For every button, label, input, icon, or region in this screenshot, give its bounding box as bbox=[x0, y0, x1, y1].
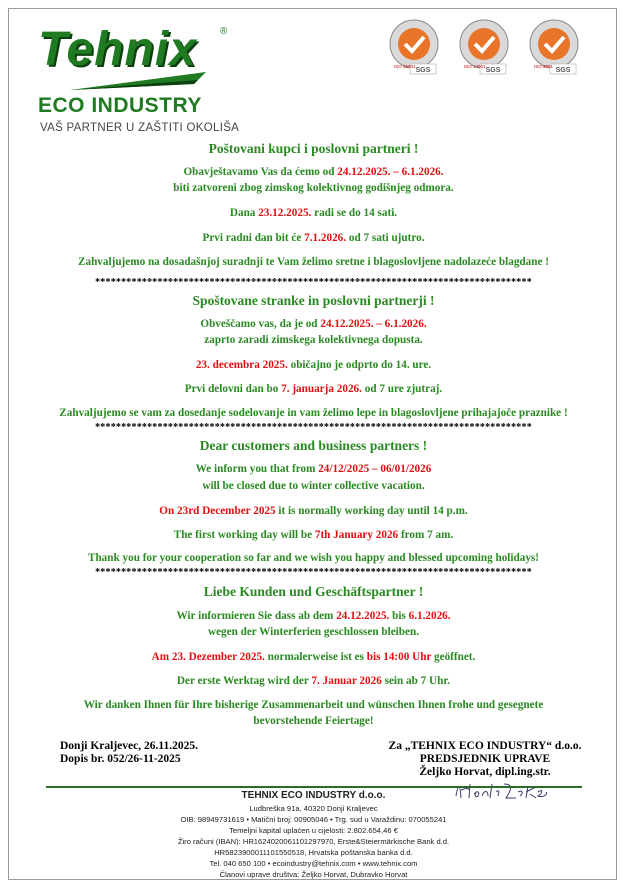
logo-registered-mark: ® bbox=[220, 26, 228, 37]
separator-2: ************************************************************************************ bbox=[95, 422, 532, 433]
logo-swoosh bbox=[68, 70, 208, 92]
slovenian-line-2: zaprto zaradi zimskega kolektivnega dopusta. bbox=[204, 334, 423, 346]
svg-text:ISO 45001: ISO 45001 bbox=[394, 64, 416, 69]
german-line-1: Wir informieren Sie dass ab dem 24.12.2025. bis 6.1.2026. bbox=[176, 610, 451, 622]
footer-company: TEHNIX ECO INDUSTRY d.o.o. bbox=[241, 790, 386, 801]
footer-ids: OIB: 98949731619 • Matični broj: 00905046 • Trg. sud u Varaždinu: 070055241 bbox=[180, 815, 447, 824]
croatian-line-2: biti zatvoreni zbog zimskog kolektivnog godišnjeg odmora. bbox=[173, 182, 454, 194]
english-line-1: We inform you that from 24/12/2025 – 06/01/2026 bbox=[195, 463, 432, 475]
svg-text:ISO 9001: ISO 9001 bbox=[534, 64, 554, 69]
logo-wordmark: Tehnix bbox=[38, 23, 197, 76]
german-line-3: Am 23. Dezember 2025. normalerweise ist es bis 14:00 Uhr geöffnet. bbox=[151, 651, 476, 663]
footer-bank-2: HR5823900011101550518, Hrvatska poštanska banka d.d. bbox=[214, 848, 413, 857]
english-line-4: The first working day will be 7th January 2026 from 7 am. bbox=[173, 529, 454, 541]
slovenian-line-4: Prvi delovni dan bo 7. januarja 2026. od 7 ure zjutraj. bbox=[184, 383, 443, 395]
slovenian-line-3: 23. decembra 2025. običajno je odprto do 14. ure. bbox=[195, 359, 432, 371]
english-line-5: Thank you for your cooperation so far and we wish you happy and blessed upcoming holidays! bbox=[87, 552, 540, 564]
footer-board: Članovi uprave društva: Željko Horvat, Dubravko Horvat bbox=[219, 870, 408, 879]
german-line-6: bevorstehende Feiertage! bbox=[253, 715, 374, 727]
svg-text:SGS: SGS bbox=[555, 67, 571, 74]
croatian-line-3: Dana 23.12.2025. radi se do 14 sati. bbox=[229, 207, 398, 219]
footer-capital: Temeljni kapital uplaćen u cijelosti: 2.802.654,46 € bbox=[229, 826, 398, 835]
footer-address: Ludbreška 91a, 40320 Donji Kraljevec bbox=[249, 804, 378, 813]
german-line-5: Wir danken Ihnen für Ihre bisherige Zusammenarbeit und wünschen Ihnen frohe und gesegnete bbox=[83, 699, 544, 711]
english-heading: Dear customers and business partners ! bbox=[199, 438, 428, 453]
svg-text:SGS: SGS bbox=[485, 67, 501, 74]
footer-bank-1: Žiro računi (IBAN): HR1624020061101297970, Erste&Steiermärkische Bank d.d. bbox=[177, 837, 450, 846]
english-line-2: will be closed due to winter collective vacation. bbox=[202, 480, 425, 492]
company-tagline: VAŠ PARTNER U ZAŠTITI OKOLIŠA bbox=[40, 122, 240, 134]
english-line-3: On 23rd December 2025 it is normally working day until 14 p.m. bbox=[159, 505, 468, 517]
footer-contact: Tel. 040 650 100 • ecoindustry@tehnix.com • www.tehnix.com bbox=[209, 859, 418, 868]
certification-badges bbox=[386, 18, 586, 78]
iso-14001-badge-icon bbox=[456, 18, 512, 78]
separator-1: ************************************************************************************ bbox=[95, 277, 532, 288]
signoff-company: Za „TEHNIX ECO INDUSTRY“ d.o.o. bbox=[388, 740, 582, 752]
separator-3: ************************************************************************************ bbox=[95, 567, 532, 578]
company-logo bbox=[38, 23, 228, 117]
slovenian-line-1: Obveščamo vas, da je od 24.12.2025. – 6.1.2026. bbox=[200, 318, 427, 330]
iso-45001-badge-icon bbox=[386, 18, 442, 78]
iso-9001-badge-icon bbox=[526, 18, 582, 78]
signoff-name: Željko Horvat, dipl.ing.str. bbox=[419, 766, 551, 778]
slovenian-line-5: Zahvaljujemo se vam za dosedanje sodelovanje in vam želimo lepe in blagoslovljene prihajajoče praznike ! bbox=[59, 407, 568, 419]
svg-text:SGS: SGS bbox=[415, 67, 431, 74]
signoff-left bbox=[60, 740, 198, 766]
croatian-heading: Poštovani kupci i poslovni partneri ! bbox=[208, 141, 419, 156]
svg-text:ISO 14001: ISO 14001 bbox=[464, 64, 486, 69]
german-line-4: Der erste Werktag wird der 7. Januar 2026 sein ab 7 Uhr. bbox=[176, 675, 451, 687]
logo-eco-industry: ECO INDUSTRY bbox=[38, 94, 202, 117]
place-date: Donji Kraljevec, 26.11.2025. bbox=[60, 740, 198, 752]
footer-rule bbox=[46, 786, 582, 788]
croatian-line-5: Zahvaljujemo na dosadašnjoj suradnji te Vam želimo sretne i blagoslovljene nadolazeće blagdane ! bbox=[78, 256, 549, 268]
signoff-right bbox=[385, 740, 585, 779]
croatian-line-1: Obavještavamo Vas da ćemo od 24.12.2025. – 6.1.2026. bbox=[183, 166, 444, 178]
signoff-role: PREDSJEDNIK UPRAVE bbox=[419, 753, 551, 765]
document-reference: Dopis br. 052/26-11-2025 bbox=[60, 753, 181, 765]
croatian-line-4: Prvi radni dan bit će 7.1.2026. od 7 sati ujutro. bbox=[202, 232, 425, 244]
slovenian-heading: Spoštovane stranke in poslovni partnerji ! bbox=[192, 293, 435, 308]
german-heading: Liebe Kunden und Geschäftspartner ! bbox=[203, 584, 424, 599]
german-line-2: wegen der Winterferien geschlossen bleiben. bbox=[208, 626, 419, 638]
